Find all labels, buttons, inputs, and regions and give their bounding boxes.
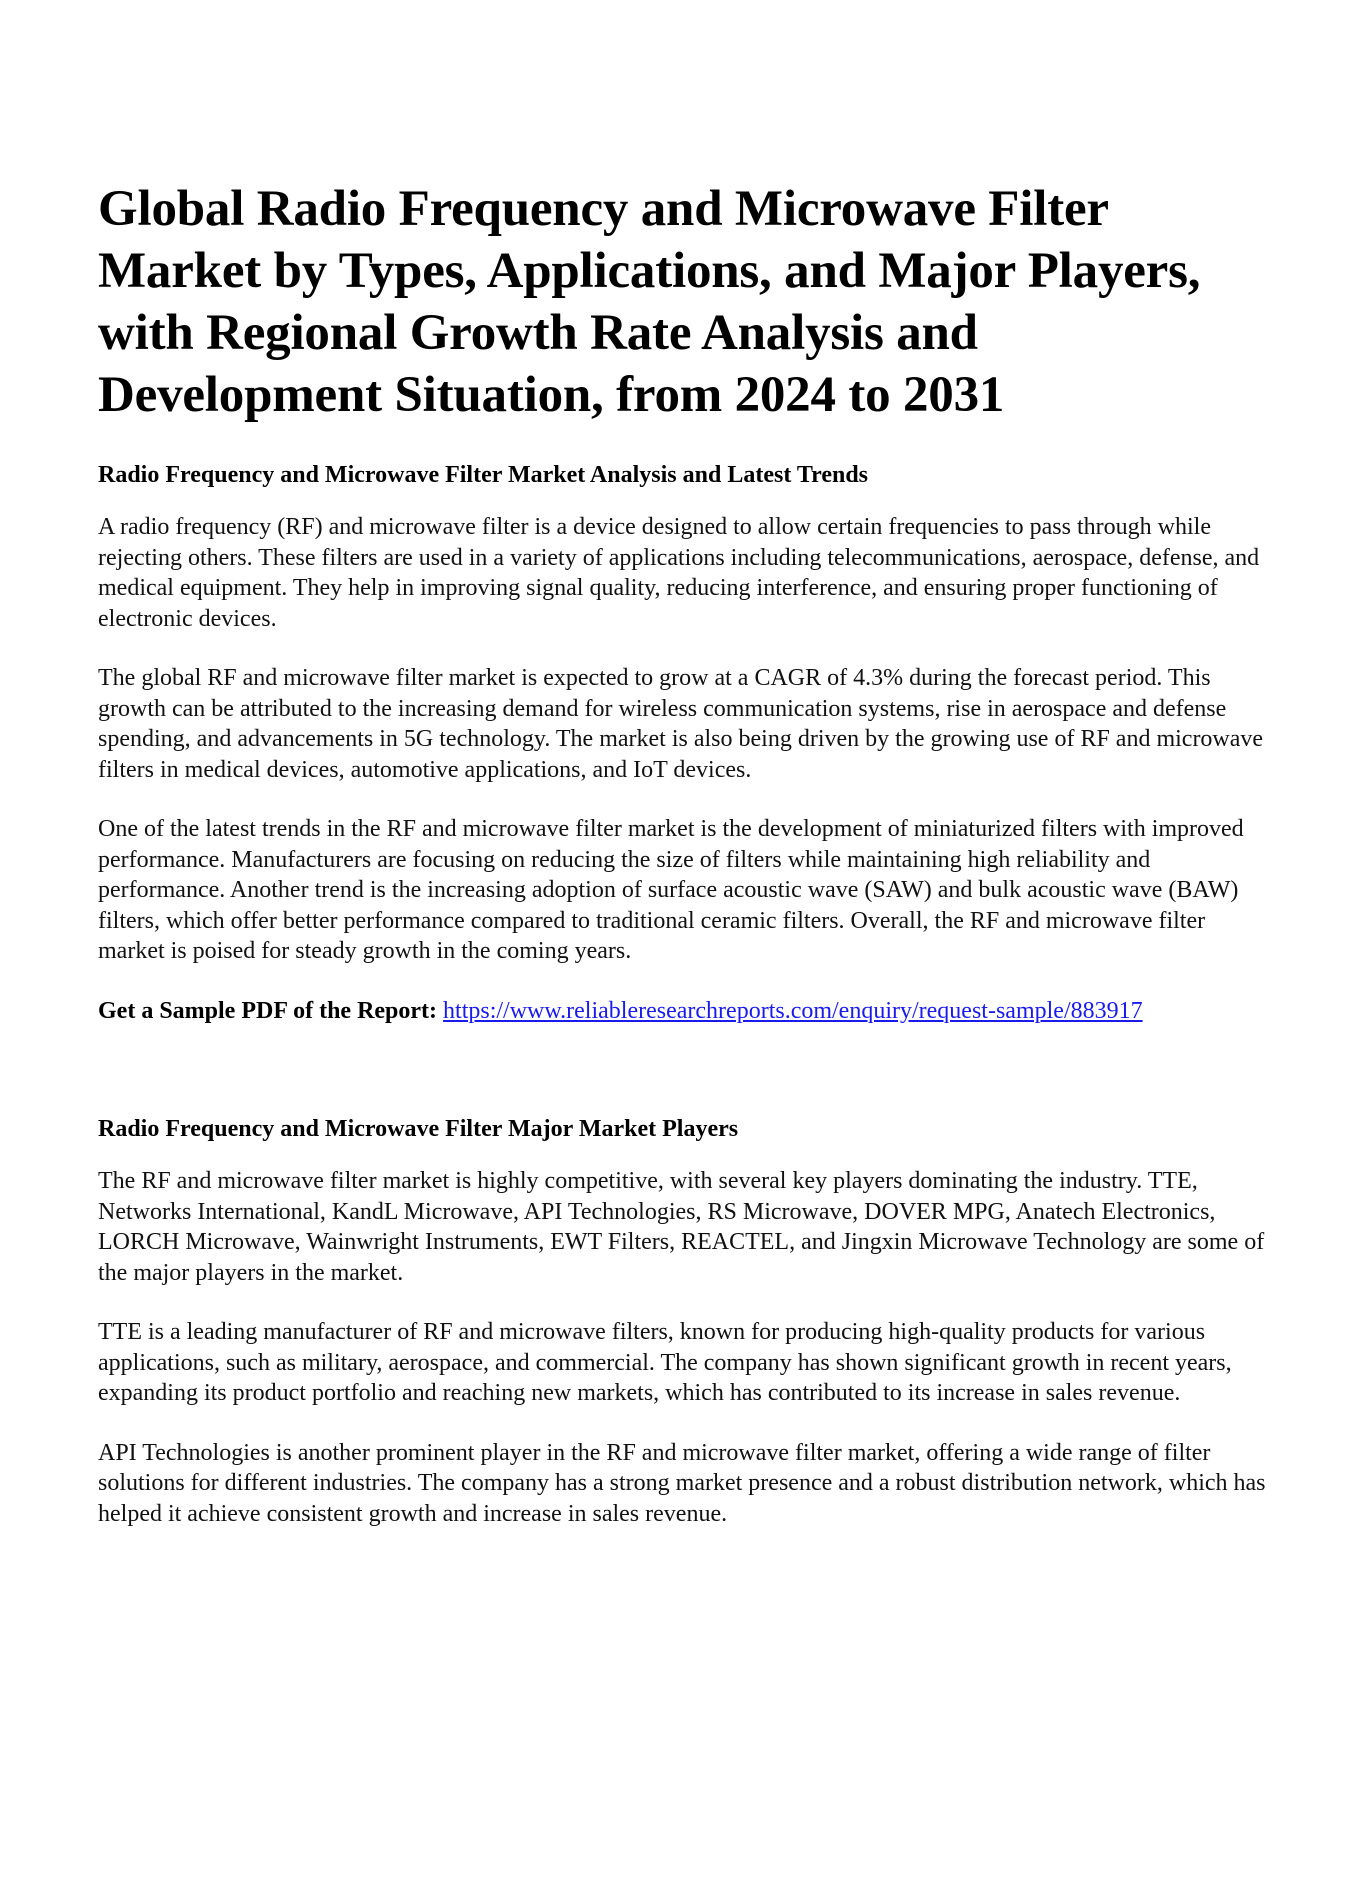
section-market-analysis xyxy=(98,460,1268,1026)
paragraph: One of the latest trends in the RF and microwave filter market is the development of miniaturized filters with improved performance. Manufacturers are focusing on reducing the size of filters while maintaining high reliability and performance. Another trend is the increasing adoption of surface acoustic wave (SAW) and bulk acoustic wave (BAW) filters, which offer better performance compared to traditional ceramic filters. Overall, the RF and microwave filter market is poised for steady growth in the coming years. xyxy=(98,816,1244,964)
paragraph: The global RF and microwave filter market is expected to grow at a CAGR of 4.3% during the forecast period. This growth can be attributed to the increasing demand for wireless communication systems, rise in aerospace and defense spending, and advancements in 5G technology. The market is also being driven by the growing use of RF and microwave filters in medical devices, automotive applications, and IoT devices. xyxy=(98,665,1264,783)
sample-pdf-callout xyxy=(98,996,1268,1027)
section-heading: Radio Frequency and Microwave Filter Major Market Players xyxy=(98,1116,739,1142)
section-major-players xyxy=(98,1114,1268,1529)
section-heading: Radio Frequency and Microwave Filter Market Analysis and Latest Trends xyxy=(98,462,869,488)
page-title: Global Radio Frequency and Microwave Filter Market by Types, Applications, and Major Players, with Regional Growth Rate Analysis and Development Situation, from 2024 to 2031 xyxy=(98,181,1201,423)
paragraph: TTE is a leading manufacturer of RF and microwave filters, known for producing high-quality products for various applications, such as military, aerospace, and commercial. The company has shown significant growth in recent years, expanding its product portfolio and reaching new markets, which has contributed to its increase in sales revenue. xyxy=(98,1319,1232,1406)
paragraph: API Technologies is another prominent player in the RF and microwave filter market, offering a wide range of filter solutions for different industries. The company has a strong market presence and a robust distribution network, which has helped it achieve consistent growth and increase in sales revenue. xyxy=(98,1439,1266,1527)
paragraph: A radio frequency (RF) and microwave filter is a device designed to allow certain frequencies to pass through while rejecting others. These filters are used in a variety of applications including telecommunications, aerospace, defense, and medical equipment. They help in improving signal quality, reducing interference, and ensuring proper functioning of electronic devices. xyxy=(98,514,1260,632)
paragraph: The RF and microwave filter market is highly competitive, with several key players dominating the industry. TTE, Networks International, KandL Microwave, API Technologies, RS Microwave, DOVER MPG, Anatech Electronics, LORCH Microwave, Wainwright Instruments, EWT Filters, REACTEL, and Jingxin Microwave Technology are some of the major players in the market. xyxy=(98,1168,1265,1286)
sample-pdf-label: Get a Sample PDF of the Report: xyxy=(98,997,438,1024)
sample-pdf-link[interactable]: https://www.reliableresearchreports.com/enquiry/request-sample/883917 xyxy=(443,997,1143,1024)
document-page xyxy=(98,178,1268,1558)
